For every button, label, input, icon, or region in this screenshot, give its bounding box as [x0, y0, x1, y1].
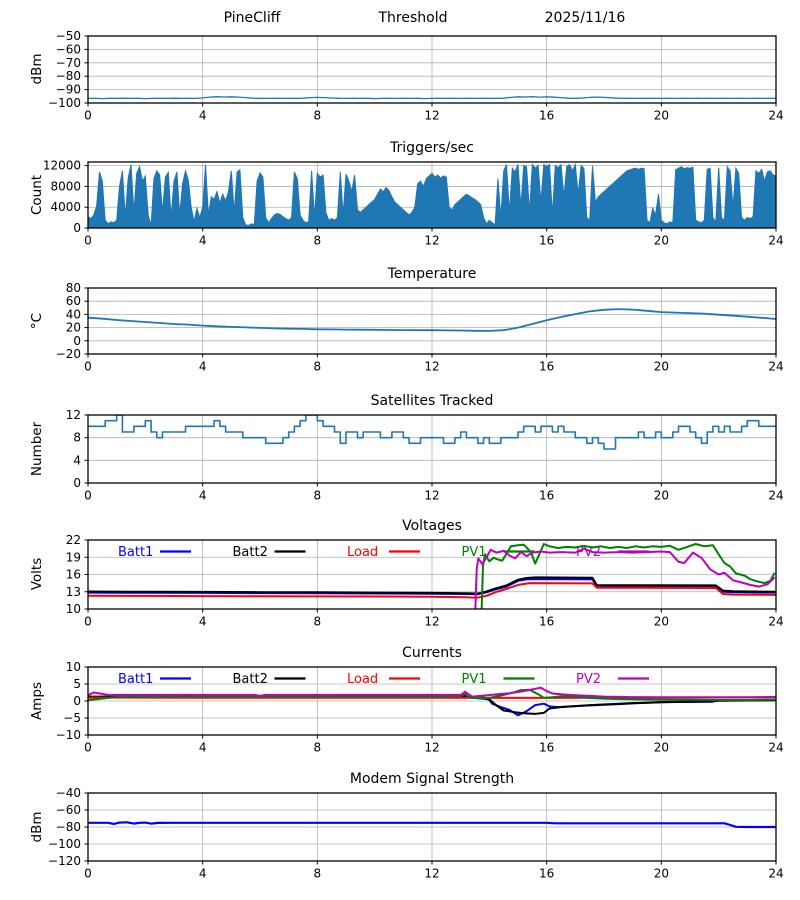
y-tick-label: 5	[73, 677, 81, 691]
y-tick-label: −5	[63, 711, 81, 725]
y-tick-label: 0	[73, 221, 81, 235]
y-tick-label: 8000	[50, 179, 81, 194]
x-tick-label: 4	[198, 488, 207, 503]
x-tick-label: 24	[768, 233, 784, 248]
panel-title-modem: Modem Signal Strength	[349, 771, 515, 787]
y-tick-label: −100	[48, 96, 81, 110]
y-tick-label: −60	[55, 803, 81, 817]
x-tick-label: 8	[313, 233, 322, 248]
x-tick-label: 24	[768, 740, 784, 755]
y-tick-label: −10	[55, 728, 81, 742]
y-tick-label: 13	[65, 584, 81, 599]
series-triggers_per_sec	[88, 165, 776, 228]
legend-label-load: Load	[347, 672, 379, 687]
y-tick-label: 0	[73, 694, 81, 708]
ylabel-modem: dBm	[29, 811, 45, 843]
panel-voltages	[66, 533, 784, 629]
x-tick-label: 0	[84, 233, 92, 248]
legend-label-batt2: Batt2	[232, 545, 268, 560]
x-tick-label: 12	[424, 866, 440, 881]
y-tick-label: 40	[65, 307, 81, 322]
x-tick-label: 12	[424, 488, 440, 503]
y-tick-label: −50	[55, 29, 81, 43]
x-tick-label: 4	[198, 740, 207, 755]
x-tick-label: 12	[424, 233, 440, 248]
header-plot-type: Threshold	[378, 10, 448, 26]
x-tick-label: 16	[539, 359, 555, 374]
y-tick-label: −40	[55, 786, 81, 800]
x-tick-label: 20	[653, 108, 669, 123]
y-tick-label: 12	[65, 408, 81, 422]
y-tick-label: −120	[48, 854, 81, 868]
x-tick-label: 24	[768, 866, 784, 881]
y-tick-label: −20	[55, 347, 81, 361]
x-tick-label: 20	[653, 740, 669, 755]
x-tick-label: 0	[84, 359, 92, 374]
y-tick-label: 20	[65, 320, 81, 335]
x-tick-label: 8	[313, 359, 322, 374]
y-tick-label: −70	[55, 55, 81, 70]
x-tick-label: 8	[313, 614, 322, 629]
x-tick-label: 24	[768, 488, 784, 503]
panel-title-satellites: Satellites Tracked	[370, 393, 494, 409]
y-tick-label: 0	[73, 476, 81, 490]
x-tick-label: 8	[313, 108, 322, 123]
x-tick-label: 0	[84, 866, 92, 881]
y-tick-label: 60	[65, 294, 81, 309]
legend-label-pv2: PV2	[576, 672, 602, 687]
x-tick-label: 0	[84, 488, 92, 503]
y-tick-label: 10	[65, 602, 81, 616]
ylabel-temperature: °C	[29, 312, 45, 330]
y-tick-label: 0	[73, 333, 81, 348]
y-tick-label: 4	[73, 453, 81, 468]
x-tick-label: 16	[539, 488, 555, 503]
x-tick-label: 0	[84, 614, 92, 629]
x-tick-label: 12	[424, 740, 440, 755]
y-tick-label: 16	[65, 567, 81, 582]
x-tick-label: 24	[768, 614, 784, 629]
x-tick-label: 20	[653, 866, 669, 881]
y-tick-label: −80	[55, 69, 81, 84]
ylabel-triggers: Count	[29, 174, 45, 216]
legend-label-batt1: Batt1	[118, 672, 154, 687]
panel-temperature	[56, 281, 784, 374]
legend-label-pv1: PV1	[461, 545, 487, 560]
x-tick-label: 4	[198, 614, 207, 629]
x-tick-label: 4	[198, 866, 207, 881]
panel-title-temperature: Temperature	[387, 266, 477, 282]
y-tick-label: 8	[73, 430, 81, 445]
x-tick-label: 8	[313, 740, 322, 755]
header-date: 2025/11/16	[544, 10, 626, 26]
x-tick-label: 20	[653, 488, 669, 503]
y-tick-label: 12000	[42, 158, 81, 173]
x-tick-label: 16	[539, 740, 555, 755]
x-tick-label: 12	[424, 108, 440, 123]
y-tick-label: −90	[55, 82, 81, 97]
legend-label-pv2: PV2	[576, 545, 602, 560]
x-tick-label: 8	[313, 866, 322, 881]
ylabel-voltages: Volts	[29, 557, 45, 591]
panel-modem	[48, 786, 784, 881]
panel-title-voltages: Voltages	[402, 518, 462, 534]
ylabel-satellites: Number	[29, 421, 45, 477]
legend-label-pv1: PV1	[461, 672, 487, 687]
legend-label-load: Load	[347, 545, 379, 560]
x-tick-label: 16	[539, 614, 555, 629]
y-tick-label: −100	[48, 837, 81, 851]
x-tick-label: 4	[198, 233, 207, 248]
panel-title-triggers: Triggers/sec	[390, 140, 474, 156]
panel-title-currents: Currents	[402, 645, 462, 661]
x-tick-label: 16	[539, 866, 555, 881]
x-tick-label: 0	[84, 740, 92, 755]
legend-label-batt2: Batt2	[232, 672, 268, 687]
y-tick-label: −60	[55, 42, 81, 57]
panel-currents	[56, 660, 784, 755]
x-tick-label: 20	[653, 233, 669, 248]
x-tick-label: 24	[768, 359, 784, 374]
x-tick-label: 12	[424, 614, 440, 629]
panel-threshold	[48, 29, 784, 123]
x-tick-label: 20	[653, 359, 669, 374]
ylabel-threshold: dBm	[29, 53, 45, 85]
y-tick-label: 80	[65, 281, 81, 295]
x-tick-label: 4	[198, 108, 207, 123]
y-tick-label: 22	[65, 533, 81, 547]
x-tick-label: 20	[653, 614, 669, 629]
y-tick-label: 10	[65, 660, 81, 674]
header-station: PineCliff	[223, 10, 281, 26]
x-tick-label: 16	[539, 108, 555, 123]
x-tick-label: 24	[768, 108, 784, 123]
y-tick-label: 19	[65, 550, 81, 565]
x-tick-label: 4	[198, 359, 207, 374]
y-tick-label: −80	[55, 820, 81, 834]
y-tick-label: 4000	[50, 200, 81, 215]
ylabel-currents: Amps	[29, 682, 45, 720]
x-tick-label: 0	[84, 108, 92, 123]
panel-satellites	[66, 408, 784, 503]
panel-triggers	[43, 159, 784, 248]
x-tick-label: 16	[539, 233, 555, 248]
x-tick-label: 8	[313, 488, 322, 503]
legend-label-batt1: Batt1	[118, 545, 154, 560]
x-tick-label: 12	[424, 359, 440, 374]
